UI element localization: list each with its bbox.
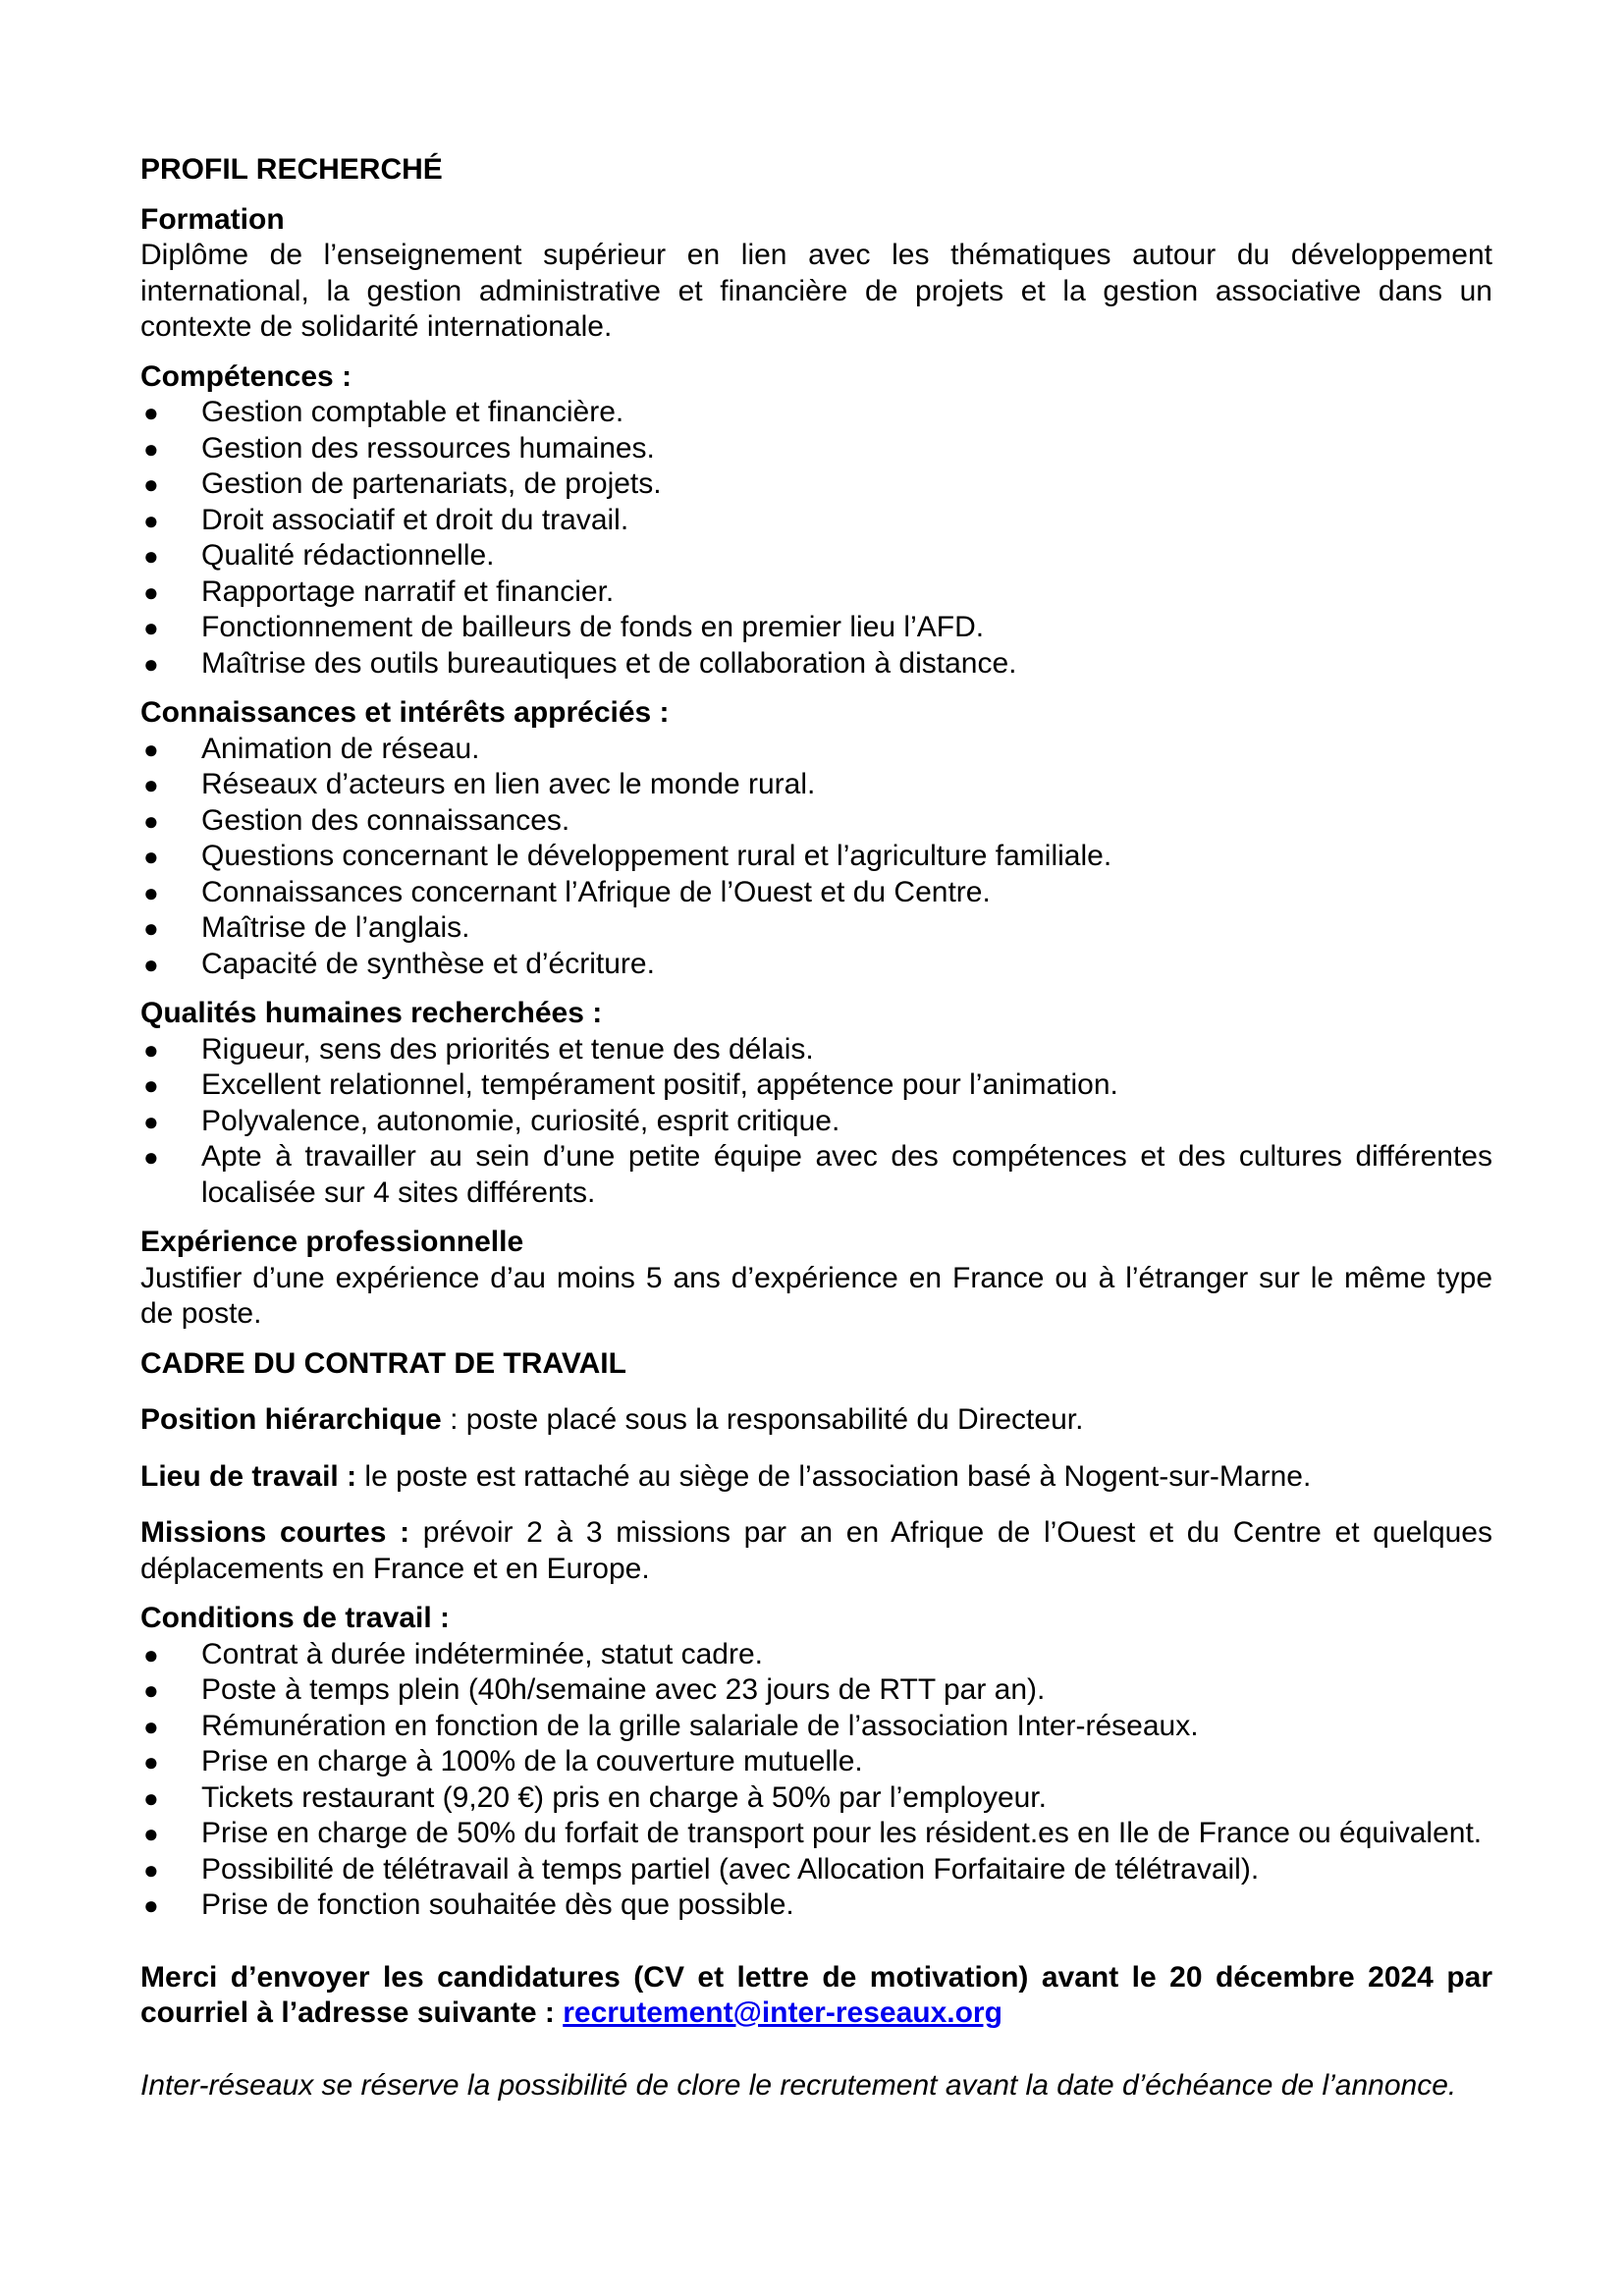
bullet-icon: ● <box>143 805 159 836</box>
list-item <box>140 839 1492 875</box>
list-item-text: Polyvalence, autonomie, curiosité, esprit critique. <box>201 1104 840 1137</box>
bullet-icon: ● <box>143 842 159 871</box>
list-item <box>140 646 1492 683</box>
competences-heading: Compétences : <box>140 359 352 393</box>
document-page <box>140 152 1492 2104</box>
bullet-icon: ● <box>143 949 159 979</box>
list-item <box>140 803 1492 840</box>
list-item-text: Maîtrise des outils bureautiques et de collaboration à distance. <box>201 646 1017 680</box>
list-item-text: Fonctionnement de bailleurs de fonds en premier lieu l’AFD. <box>201 611 985 643</box>
list-item-text: Gestion de partenariats, de projets. <box>201 467 662 500</box>
position-text: : poste placé sous la responsabilité du Directeur. <box>441 1403 1084 1436</box>
closing-note: Inter-réseaux se réserve la possibilité de clore le recrutement avant la date d’échéance de l’annonce. <box>140 2068 1457 2102</box>
list-item <box>140 1852 1492 1888</box>
lieu-label: Lieu de travail : <box>140 1459 357 1493</box>
list-item <box>140 875 1492 911</box>
list-item-text: Réseaux d’acteurs en lien avec le monde rural. <box>201 768 816 800</box>
list-item <box>140 1032 1492 1068</box>
list-item-text: Rapportage narratif et financier. <box>201 574 615 608</box>
list-item-text: Prise en charge de 50% du forfait de transport pour les résident.es en Ile de France ou équivalent. <box>201 1817 1483 1849</box>
position-paragraph <box>140 1402 1492 1439</box>
list-item-text: Excellent relationnel, tempérament positif, appétence pour l’animation. <box>201 1068 1118 1101</box>
list-item <box>140 1816 1492 1852</box>
list-item <box>140 538 1492 574</box>
list-item <box>140 1104 1492 1140</box>
list-item <box>140 1672 1492 1709</box>
list-item <box>140 431 1492 467</box>
qualites-heading: Qualités humaines recherchées : <box>140 997 603 1029</box>
position-label: Position hiérarchique <box>140 1403 442 1436</box>
list-item-text: Poste à temps plein (40h/semaine avec 23 jours de RTT par an). <box>201 1673 1046 1706</box>
bullet-icon: ● <box>143 576 159 607</box>
bullet-icon: ● <box>143 398 159 427</box>
missions-paragraph <box>140 1515 1492 1587</box>
bullet-icon: ● <box>143 505 159 535</box>
experience-heading: Expérience professionnelle <box>140 1226 524 1258</box>
bullet-icon: ● <box>143 1034 159 1065</box>
list-item-text: Gestion des ressources humaines. <box>201 431 655 465</box>
bullet-icon: ● <box>143 877 159 907</box>
formation-heading: Formation <box>140 202 285 236</box>
bullet-icon: ● <box>143 1782 159 1813</box>
bullet-icon: ● <box>143 1639 159 1669</box>
list-item <box>140 1780 1492 1817</box>
list-item <box>140 1139 1492 1211</box>
conditions-heading: Conditions de travail : <box>140 1602 451 1634</box>
missions-text: prévoir 2 à 3 missions par an en Afrique de l’Ouest et du Centre et quelques déplacements en France et en Europe. <box>140 1516 1492 1585</box>
bullet-icon: ● <box>143 1819 159 1848</box>
list-item <box>140 1067 1492 1104</box>
bullet-icon: ● <box>143 734 159 764</box>
connaissances-heading: Connaissances et intérêts appréciés : <box>140 696 670 729</box>
lieu-text: le poste est rattaché au siège de l’association basé à Nogent-sur-Marne. <box>356 1459 1312 1493</box>
list-item-text: Gestion comptable et financière. <box>201 396 624 428</box>
bullet-icon: ● <box>143 613 159 642</box>
list-item <box>140 395 1492 431</box>
formation-text: Diplôme de l’enseignement supérieur en lien avec les thématiques autour du développement international, la gestion administrative et financière de projets et la gestion associative dans un contexte de solidarité internationale. <box>140 239 1492 343</box>
list-item <box>140 503 1492 539</box>
email-link[interactable]: recrutement@inter-reseaux.org <box>563 1996 1002 2029</box>
conditions-list <box>140 1637 1492 1924</box>
closing-text: Merci d’envoyer les candidatures (CV et lettre de motivation) avant le 20 décembre 2024 par courriel à l’adresse suivante : <box>140 1960 1492 2029</box>
bullet-icon: ● <box>143 1106 159 1136</box>
list-item-text: Maîtrise de l’anglais. <box>201 911 470 944</box>
list-item-text: Contrat à durée indéterminée, statut cadre. <box>201 1637 763 1670</box>
bullet-icon: ● <box>143 1747 159 1777</box>
bullet-icon: ● <box>143 1675 159 1705</box>
list-item <box>140 767 1492 803</box>
list-item-text: Possibilité de télétravail à temps partiel (avec Allocation Forfaitaire de télétravail). <box>201 1852 1260 1886</box>
bullet-icon: ● <box>143 1070 159 1100</box>
list-item <box>140 466 1492 503</box>
list-item-text: Apte à travailler au sein d’une petite équipe avec des compétences et des cultures différentes localisée sur 4 sites différents. <box>201 1140 1492 1209</box>
list-item-text: Animation de réseau. <box>201 732 480 765</box>
list-item-text: Questions concernant le développement rural et l’agriculture familiale. <box>201 840 1112 872</box>
list-item-text: Rémunération en fonction de la grille salariale de l’association Inter-réseaux. <box>201 1709 1199 1742</box>
bullet-icon: ● <box>143 541 159 571</box>
list-item-text: Rigueur, sens des priorités et tenue des délais. <box>201 1032 814 1066</box>
list-item <box>140 610 1492 646</box>
experience-text: Justifier d’une expérience d’au moins 5 ans d’expérience en France ou à l’étranger sur le même type de poste. <box>140 1261 1492 1330</box>
missions-label: Missions courtes : <box>140 1516 410 1549</box>
qualites-list <box>140 1032 1492 1212</box>
bullet-icon: ● <box>143 1890 159 1920</box>
bullet-icon: ● <box>143 913 159 943</box>
list-item-text: Tickets restaurant (9,20 €) pris en charge à 50% par l’employeur. <box>201 1780 1047 1814</box>
list-item-text: Connaissances concernant l’Afrique de l’Ouest et du Centre. <box>201 875 991 908</box>
list-item <box>140 1744 1492 1780</box>
list-item-text: Prise de fonction souhaitée dès que possible. <box>201 1888 794 1921</box>
bullet-icon: ● <box>143 1711 159 1741</box>
list-item <box>140 732 1492 768</box>
bullet-icon: ● <box>143 433 159 464</box>
connaissances-list <box>140 732 1492 983</box>
closing-paragraph <box>140 1960 1492 2032</box>
list-item-text: Capacité de synthèse et d’écriture. <box>201 947 655 980</box>
bullet-icon: ● <box>143 1142 159 1172</box>
bullet-icon: ● <box>143 648 159 679</box>
lieu-paragraph <box>140 1459 1492 1496</box>
section-title-profil: PROFIL RECHERCHÉ <box>140 153 443 186</box>
bullet-icon: ● <box>143 469 159 499</box>
list-item <box>140 1637 1492 1673</box>
list-item <box>140 574 1492 611</box>
list-item-text: Qualité rédactionnelle. <box>201 539 495 572</box>
list-item-text: Droit associatif et droit du travail. <box>201 503 629 536</box>
list-item-text: Prise en charge à 100% de la couverture mutuelle. <box>201 1745 863 1777</box>
list-item <box>140 1709 1492 1745</box>
list-item <box>140 1887 1492 1924</box>
list-item <box>140 910 1492 947</box>
bullet-icon: ● <box>143 1854 159 1885</box>
section-title-cadre: CADRE DU CONTRAT DE TRAVAIL <box>140 1346 626 1380</box>
list-item-text: Gestion des connaissances. <box>201 803 570 837</box>
competences-list <box>140 395 1492 682</box>
list-item <box>140 947 1492 983</box>
bullet-icon: ● <box>143 770 159 799</box>
